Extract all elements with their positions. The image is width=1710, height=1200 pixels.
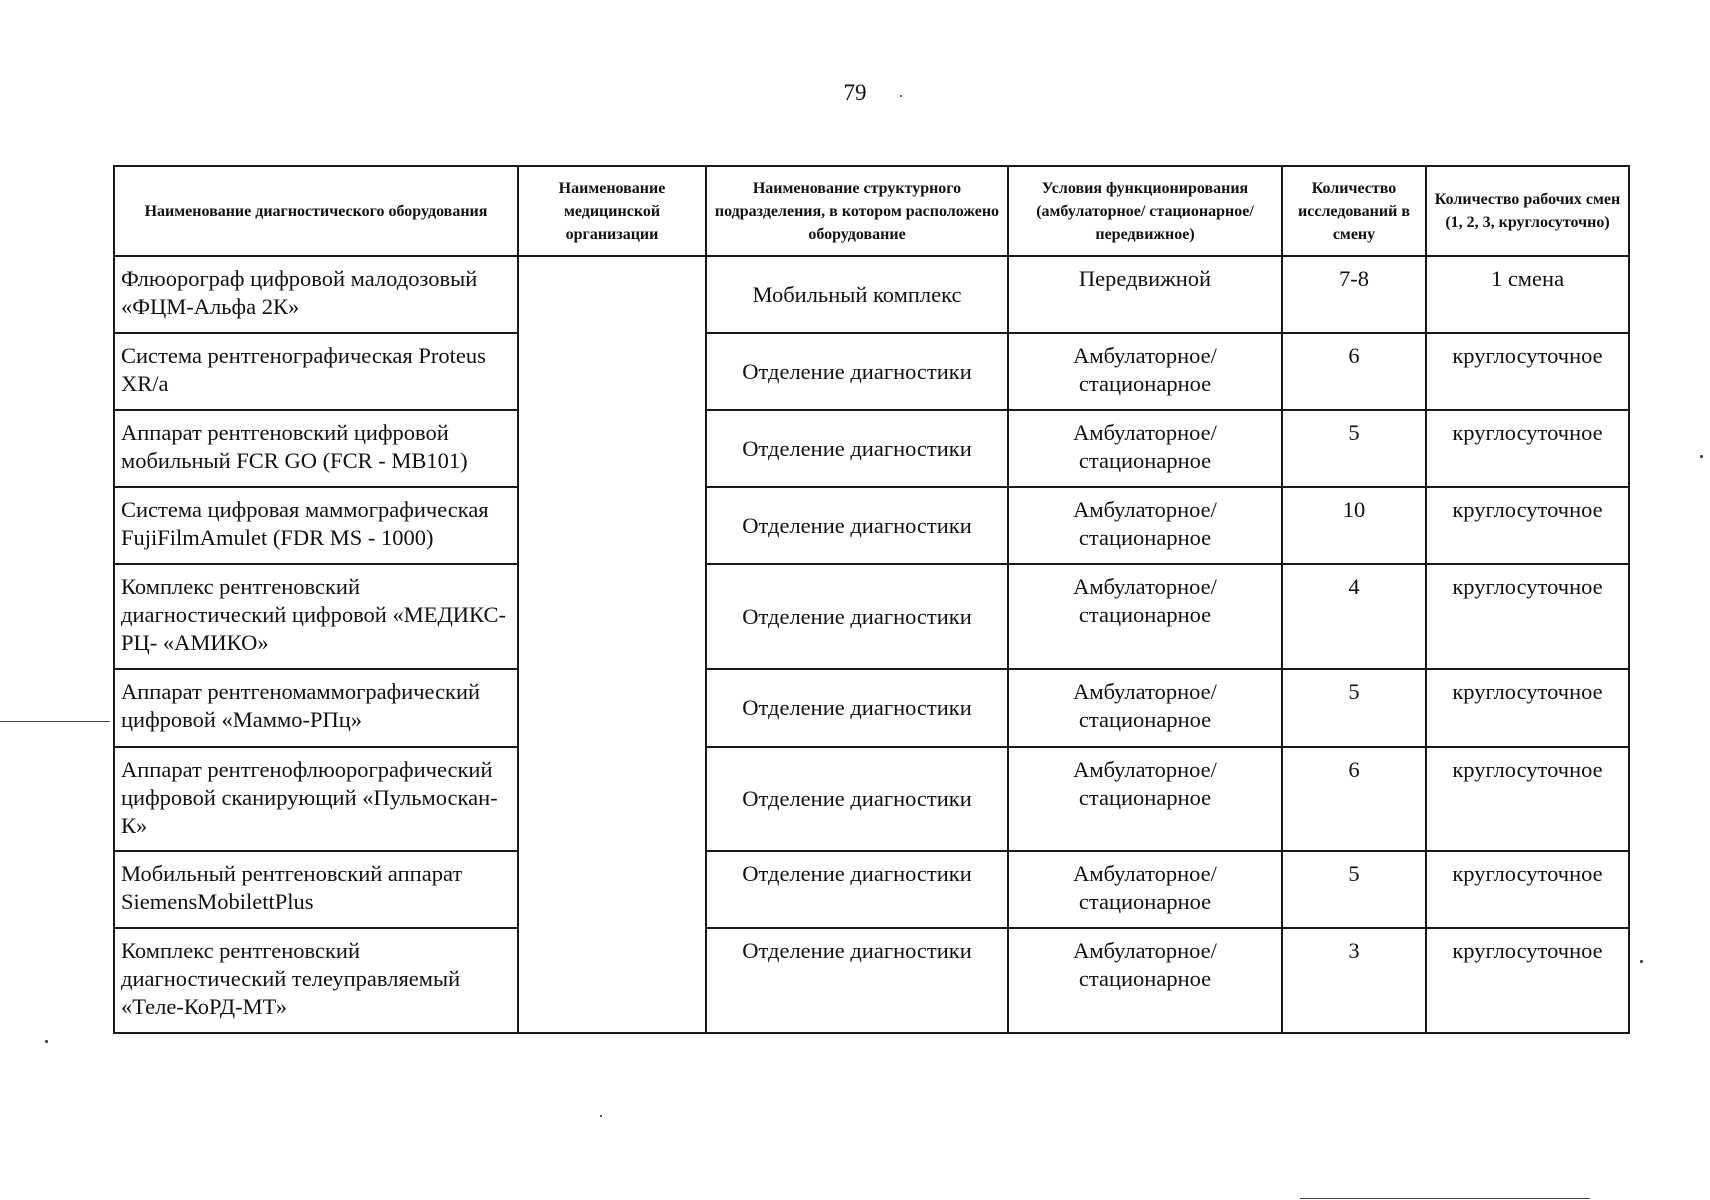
shifts-cell: круглосуточное [1426,564,1629,669]
header-conditions: Условия функционирования (амбулаторное/ стационарное/передвижное) [1008,166,1282,256]
conditions-cell: Амбулаторное/ стационарное [1008,487,1282,564]
table-row [114,851,1629,928]
conditions-cell: Амбулаторное/ стационарное [1008,333,1282,410]
scan-speck [1700,455,1703,458]
table-row [114,410,1629,487]
table-row [114,669,1629,747]
conditions-cell: Амбулаторное/ стационарное [1008,410,1282,487]
division-cell: Отделение диагностики [706,747,1008,851]
studies-cell: 10 [1282,487,1426,564]
header-division: Наименование структурного подразделения, в котором расположено оборудование [706,166,1008,256]
shifts-cell: 1 смена [1426,256,1629,333]
conditions-cell: Амбулаторное/ стационарное [1008,564,1282,669]
equipment-cell: Аппарат рентгеновский цифровой мобильный FCR GO (FCR - MB101) [114,410,518,487]
header-shifts: Количество рабочих смен (1, 2, 3, круглосуточно) [1426,166,1629,256]
diagnostic-equipment-table [113,165,1630,1034]
table-header-row [114,166,1629,256]
shifts-cell: круглосуточное [1426,928,1629,1033]
shifts-cell: круглосуточное [1426,333,1629,410]
equipment-cell: Флюорограф цифровой малодозовый «ФЦМ-Альфа 2К» [114,256,518,333]
shifts-cell: круглосуточное [1426,747,1629,851]
studies-cell: 4 [1282,564,1426,669]
scan-edge-line [1300,1198,1590,1199]
table-row [114,564,1629,669]
conditions-cell: Амбулаторное/ стационарное [1008,747,1282,851]
scan-speck [900,95,902,97]
page-number: 79 [843,80,867,105]
division-cell: Отделение диагностики [706,851,1008,928]
header-studies-per-shift: Количество исследований в смену [1282,166,1426,256]
table-row [114,333,1629,410]
conditions-cell: Амбулаторное/ стационарное [1008,851,1282,928]
equipment-cell: Комплекс рентгеновский диагностический телеуправляемый «Теле-КоРД-МТ» [114,928,518,1033]
equipment-cell: Система цифровая маммографическая FujiFilmAmulet (FDR MS - 1000) [114,487,518,564]
equipment-cell: Мобильный рентгеновский аппарат SiemensMobilettPlus [114,851,518,928]
scan-speck [45,1040,48,1043]
equipment-cell: Аппарат рентгеномаммографический цифровой «Маммо-РПц» [114,669,518,747]
division-cell: Отделение диагностики [706,333,1008,410]
division-cell: Отделение диагностики [706,410,1008,487]
shifts-cell: круглосуточное [1426,487,1629,564]
table-row [114,747,1629,851]
equipment-cell: Комплекс рентгеновский диагностический цифровой «МЕДИКС-РЦ- «АМИКО» [114,564,518,669]
studies-cell: 3 [1282,928,1426,1033]
conditions-cell: Передвижной [1008,256,1282,333]
studies-cell: 6 [1282,333,1426,410]
shifts-cell: круглосуточное [1426,410,1629,487]
studies-cell: 7-8 [1282,256,1426,333]
equipment-cell: Система рентгенографическая Proteus XR/a [114,333,518,410]
table-row [114,256,1629,333]
studies-cell: 5 [1282,669,1426,747]
shifts-cell: круглосуточное [1426,851,1629,928]
scan-edge-line [0,721,110,722]
conditions-cell: Амбулаторное/ стационарное [1008,928,1282,1033]
table-row [114,487,1629,564]
header-organization: Наименование медицинской организации [518,166,706,256]
scan-speck [600,1115,602,1117]
studies-cell: 5 [1282,410,1426,487]
header-equipment: Наименование диагностического оборудования [114,166,518,256]
shifts-cell: круглосуточное [1426,669,1629,747]
table-row [114,928,1629,1033]
scan-speck [1640,960,1643,963]
equipment-cell: Аппарат рентгенофлюорографический цифровой сканирующий «Пульмоскан-К» [114,747,518,851]
studies-cell: 6 [1282,747,1426,851]
organization-cell [518,256,706,1033]
division-cell: Отделение диагностики [706,564,1008,669]
division-cell: Отделение диагностики [706,928,1008,1033]
studies-cell: 5 [1282,851,1426,928]
division-cell: Отделение диагностики [706,669,1008,747]
division-cell: Отделение диагностики [706,487,1008,564]
conditions-cell: Амбулаторное/ стационарное [1008,669,1282,747]
division-cell: Мобильный комплекс [706,256,1008,333]
